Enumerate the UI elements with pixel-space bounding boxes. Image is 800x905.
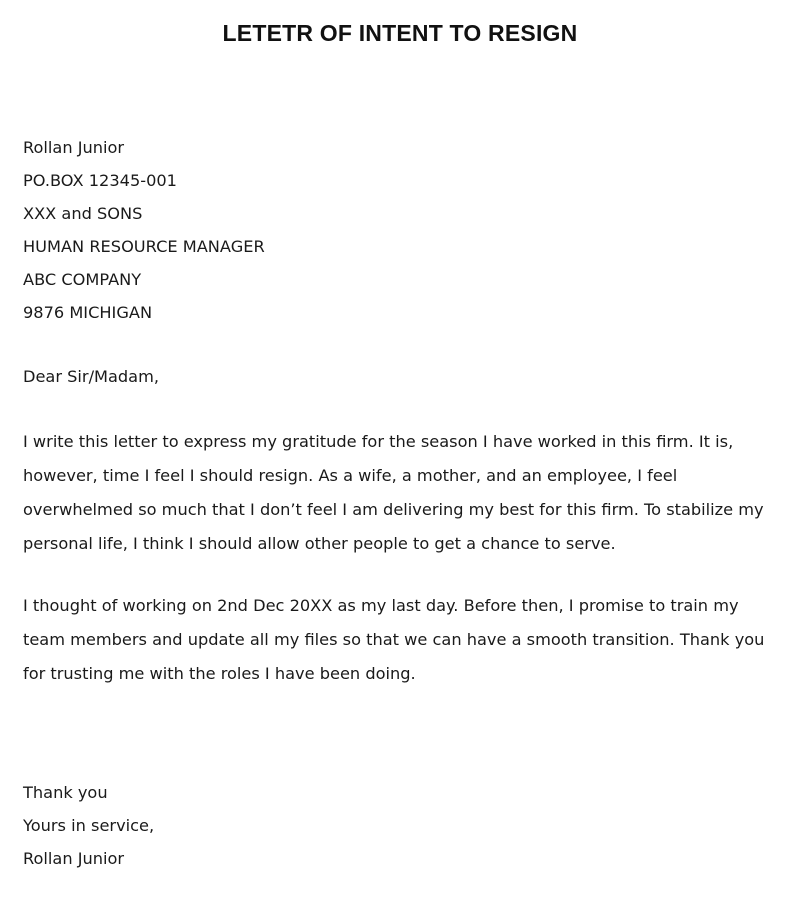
signature-name: Rollan Junior [23,849,125,868]
address-line-location: 9876 MICHIGAN [23,303,153,322]
paragraph-line: for trusting me with the roles I have been doing. [23,664,416,683]
paragraph-line: personal life, I think I should allow other people to get a chance to serve. [23,534,616,553]
body-paragraph-2 [23,589,764,691]
paragraph-line: overwhelmed so much that I don’t feel I am delivering my best for this firm. To stabilize my [23,500,764,519]
paragraph-line: I write this letter to express my gratitude for the season I have worked in this firm. It is, [23,432,734,451]
closing-block [23,781,154,880]
paragraph-line: however, time I feel I should resign. As a wife, a mother, and an employee, I feel [23,466,678,485]
paragraph-line: I thought of working on 2nd Dec 20XX as my last day. Before then, I promise to train my [23,596,739,615]
salutation: Dear Sir/Madam, [23,367,160,386]
letter-title: LETETR OF INTENT TO RESIGN [222,20,578,46]
paragraph-line: team members and update all my files so that we can have a smooth transition. Thank you [23,630,765,649]
body-paragraph-1 [23,425,764,561]
closing-signoff: Yours in service, [23,816,155,835]
address-line-organization: ABC COMPANY [23,270,142,289]
address-line-company: XXX and SONS [23,204,143,223]
address-line-recipient: HUMAN RESOURCE MANAGER [23,237,265,256]
address-block [23,136,265,334]
address-line-pobox: PO.BOX 12345-001 [23,171,177,190]
address-line-name: Rollan Junior [23,138,125,157]
closing-thanks: Thank you [23,783,108,802]
